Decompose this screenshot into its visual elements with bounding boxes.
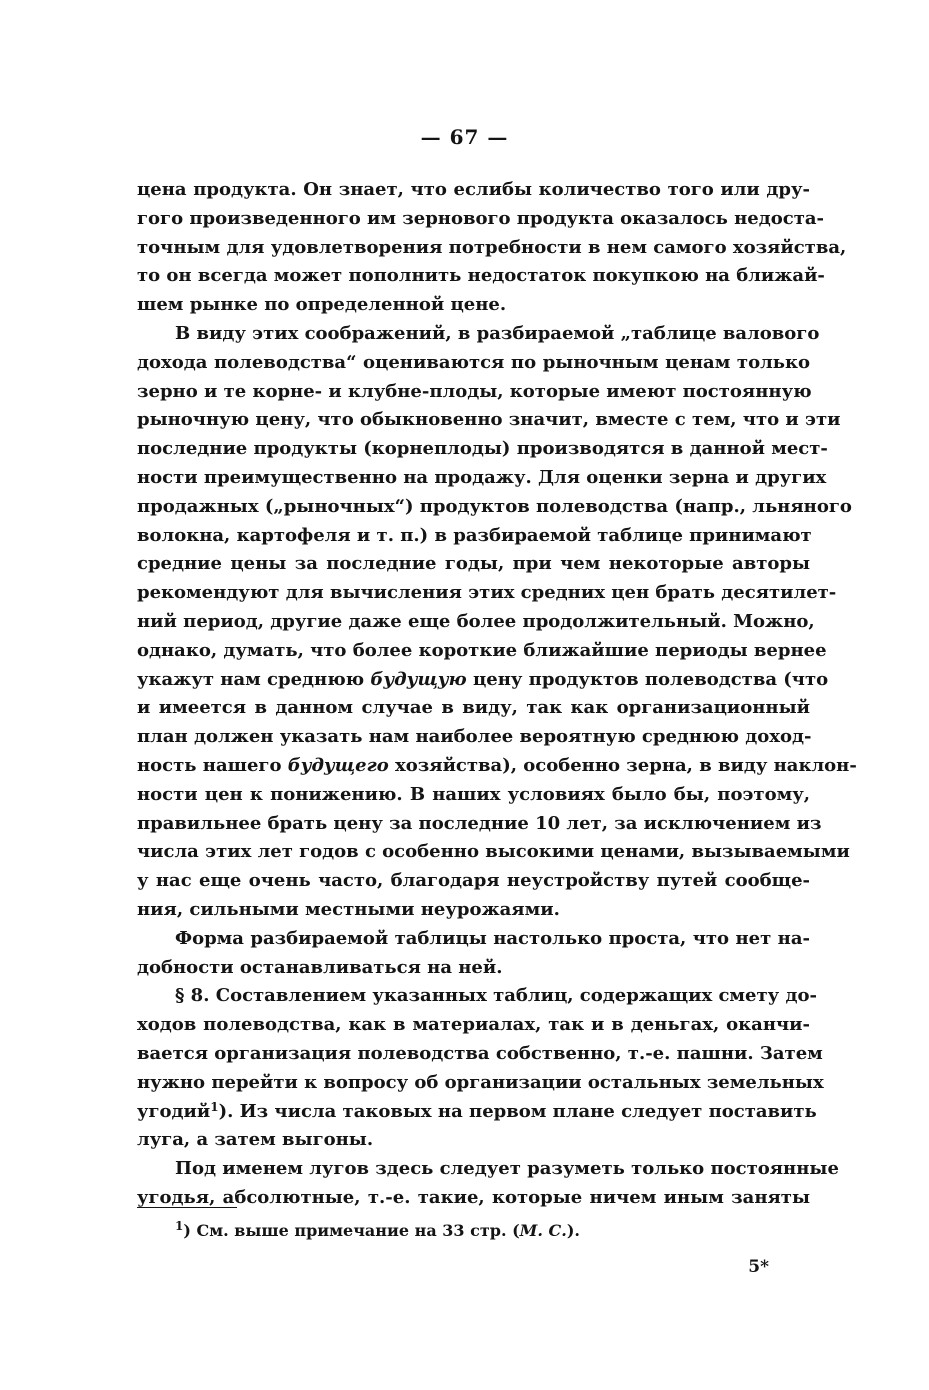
text-line: и имеется в данном случае в виду, так как организационный [137,697,810,719]
text-line [137,666,829,695]
text-line: у нас еще очень часто, благодаря неустройству путей сообще- [137,870,810,892]
text-line: дохода полеводства“ оцениваются по рыночным ценам только [137,351,810,373]
text-line: гого произведенного им зернового продукта оказалось недоста- [137,207,824,229]
line-text: хозяйства), особенно зерна, в виду наклон- [388,754,857,776]
italic-emphasis: будущую [370,668,467,690]
footnote-author-initials: М. С. [519,1221,567,1240]
text-line: последние продукты (корнеплоды) производятся в данной мест- [137,438,828,460]
line-text: ). Из числа таковых на первом плане следует поставить [218,1100,817,1122]
text-line: цена продукта. Он знает, что еслибы количество того или дру- [137,179,810,200]
text-line: средние цены за последние годы, при чем некоторые авторы [137,553,810,575]
footnote [175,1219,580,1243]
text-line: Под именем лугов здесь следует разуметь только постоянные [175,1158,839,1180]
text-line: точным для удовлетворения потребности в нем самого хозяйства, [137,236,847,258]
text-line: вается организация полеводства собственно, т.-е. пашни. Затем [137,1042,823,1064]
italic-emphasis: будущего [287,754,389,776]
text-line: В виду этих соображений, в разбираемой „таблице валового [175,322,820,344]
footnote-marker: 1 [175,1219,184,1233]
text-line: ности преимущественно на продажу. Для оценки зерна и других [137,466,827,488]
text-line: рыночную цену, что обыкновенно значит, вместе с тем, что и эти [137,409,841,431]
text-line: ния, сильными местными неурожаями. [137,898,560,920]
text-line [137,752,857,781]
line-text: ность нашего [137,754,288,776]
line-text: цену продуктов полеводства (что [466,668,829,690]
text-line: продажных („рыночных“) продуктов полеводства (напр., льняного [137,495,852,517]
footnote-reference: 1 [210,1099,219,1114]
text-line: зерно и те корне- и клубне-плоды, которые имеют постоянную [137,380,812,402]
text-line: нужно перейти к вопросу об организации остальных земельных [137,1071,824,1093]
body-text [137,176,857,1213]
footnote-divider [137,1207,237,1208]
text-line: § 8. Составлением указанных таблиц, содержащих смету до- [175,985,817,1007]
text-line: числа этих лет годов с особенно высокими ценами, вызываемыми [137,841,850,863]
text-line: однако, думать, что более короткие ближайшие периоды вернее [137,639,827,661]
text-line: план должен указать нам наиболее вероятную среднюю доход- [137,726,812,748]
text-line: волокна, картофеля и т. п.) в разбираемой таблице принимают [137,524,812,546]
line-text: угодий [137,1100,211,1122]
text-line: рекомендуют для вычисления этих средних цен брать десятилет- [137,582,837,604]
page-number: — 67 — [420,125,509,149]
text-line: угодья, абсолютные, т.-е. такие, которые ничем иным заняты [137,1186,810,1208]
line-text: укажут нам среднюю [137,668,371,690]
text-line: правильнее брать цену за последние 10 лет, за исключением из [137,812,822,834]
footnote-text-after: ). [566,1221,580,1240]
text-line: шем рынке по определенной цене. [137,294,507,316]
signature-mark: 5* [748,1257,769,1277]
text-line: Форма разбираемой таблицы настолько проста, что нет на- [175,927,810,949]
text-line: добности останавливаться на ней. [137,956,503,978]
text-line: ности цен к понижению. В наших условиях было бы, поэтому, [137,783,810,805]
text-line: луга, а затем выгоны. [137,1129,374,1151]
text-line: ний период, другие даже еще более продолжительный. Можно, [137,610,815,632]
text-line: ходов полеводства, как в материалах, так и в деньгах, оканчи- [137,1014,810,1036]
text-line: то он всегда может пополнить недостаток покупкою на ближай- [137,265,825,287]
text-line [137,1098,817,1127]
footnote-text-before: ) См. выше примечание на 33 стр. ( [183,1221,520,1240]
